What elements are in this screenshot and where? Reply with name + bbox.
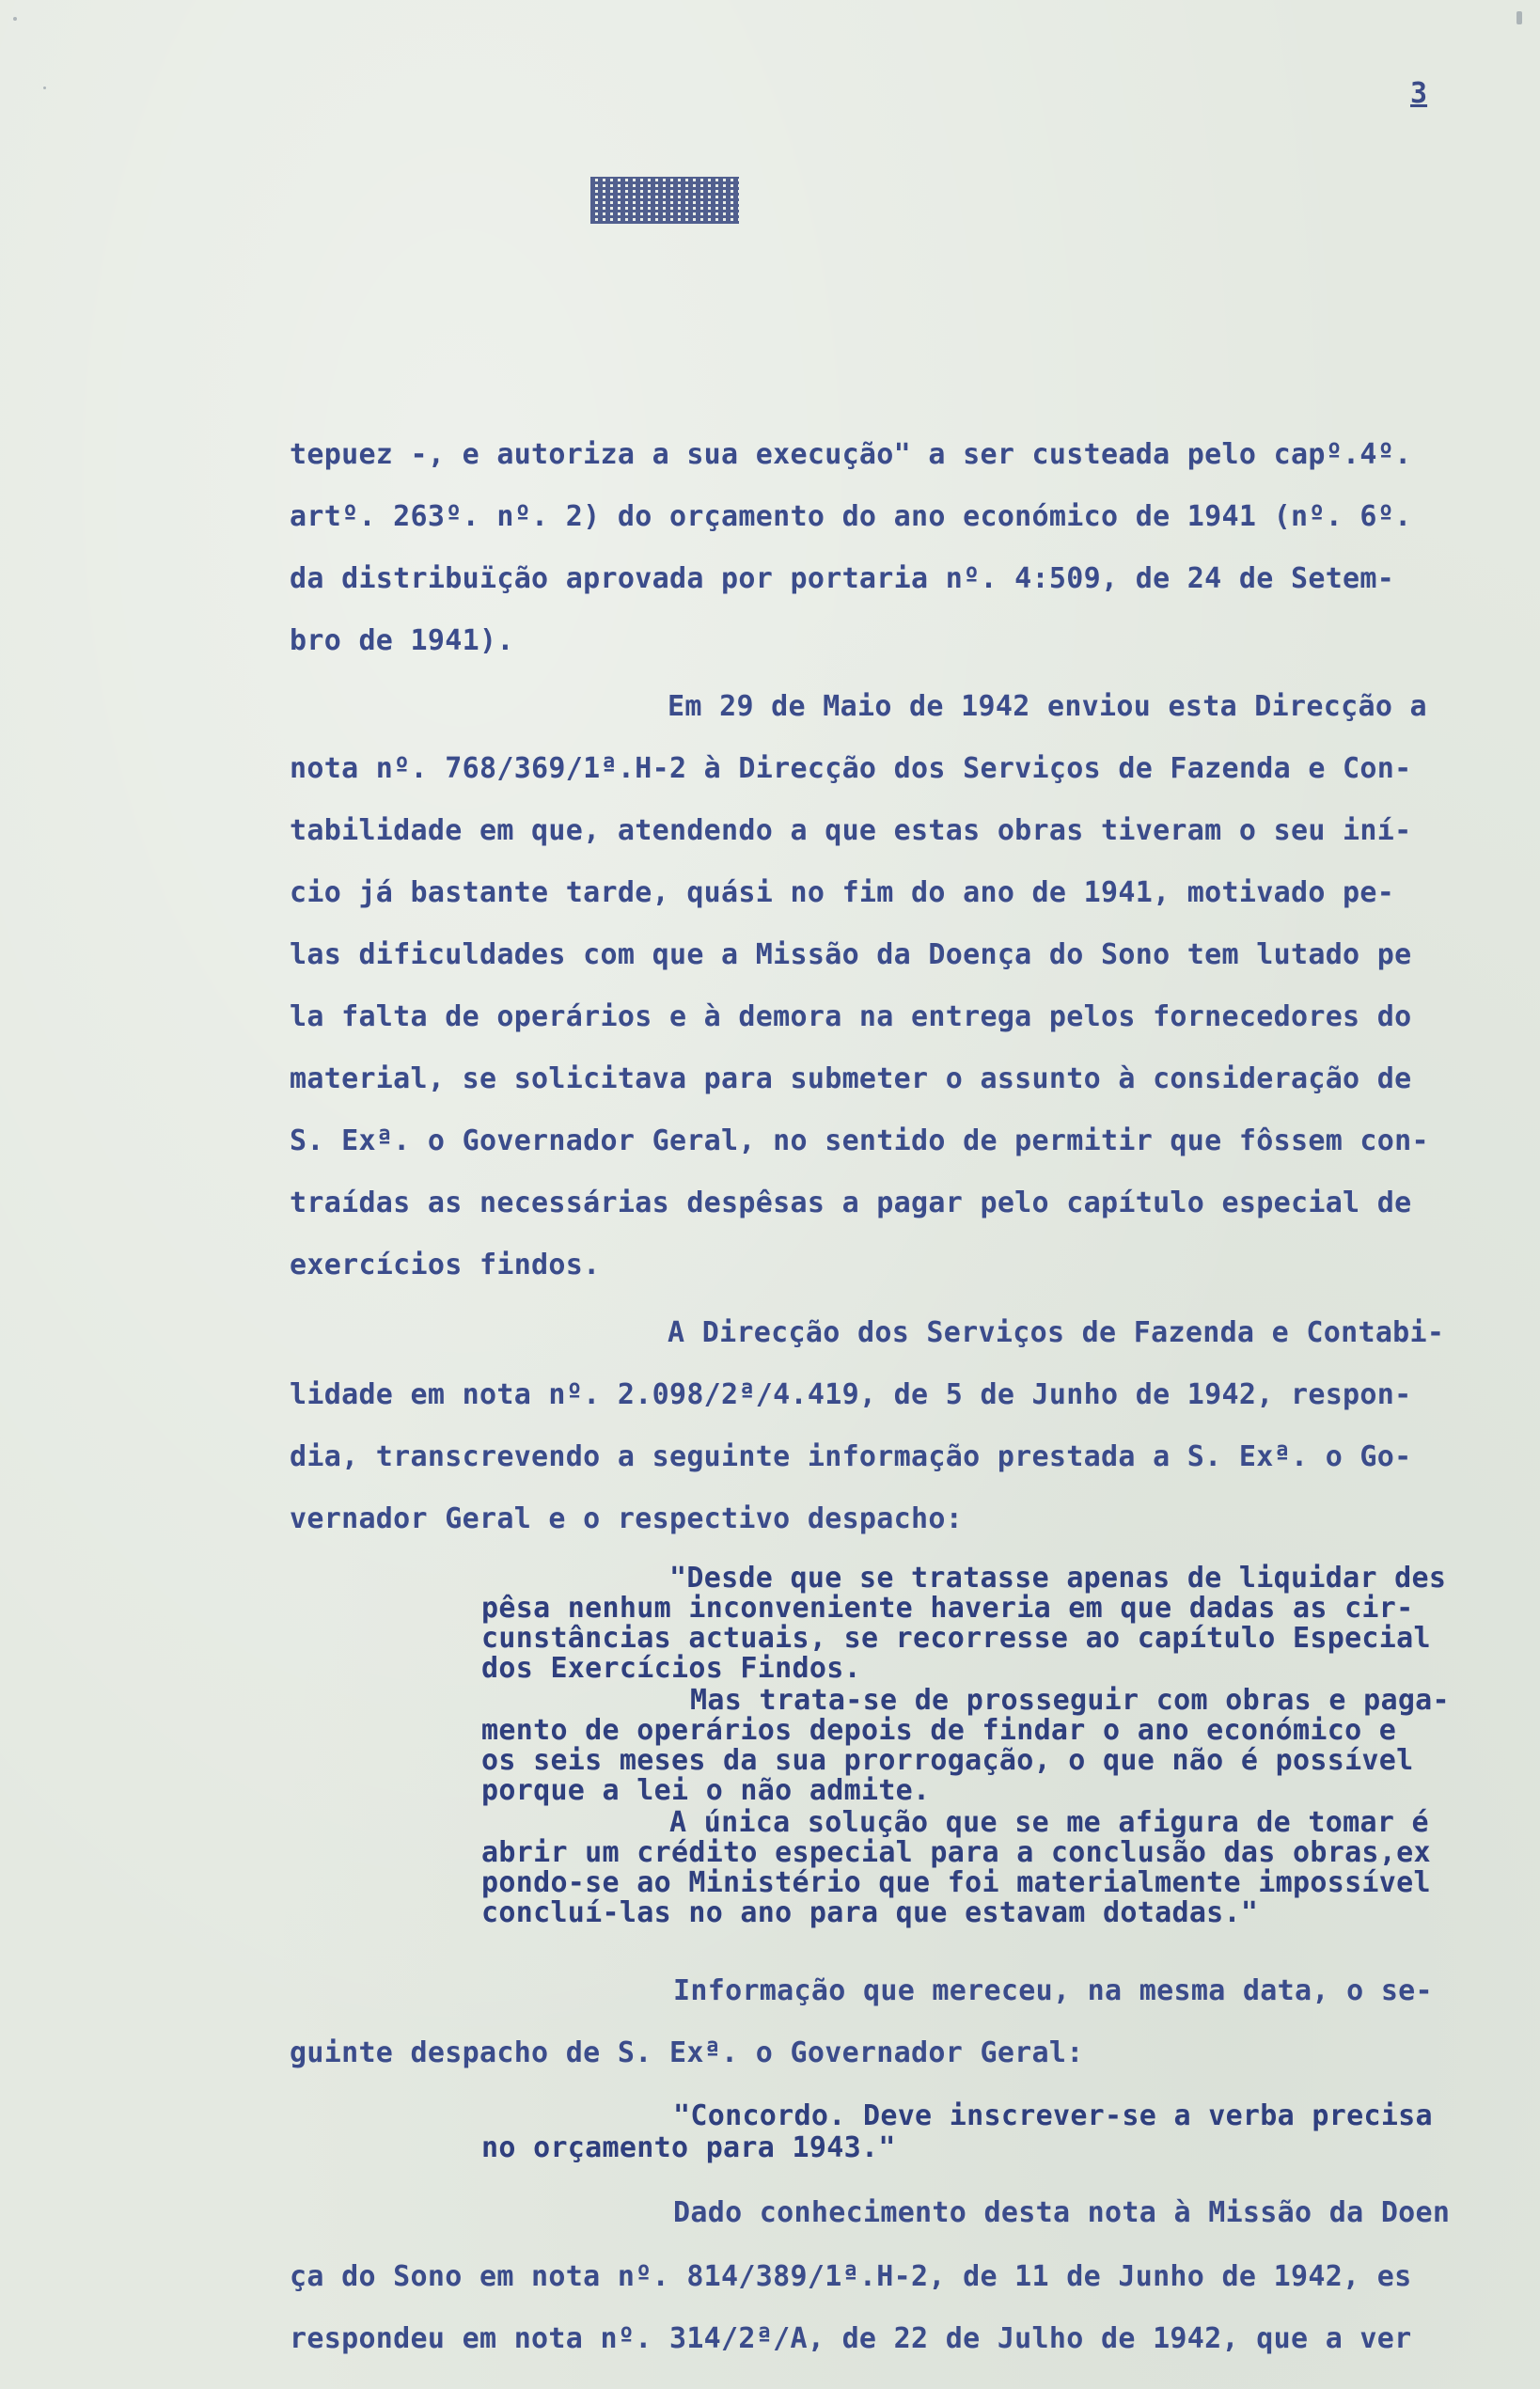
quote-line: no orçamento para 1943." bbox=[481, 2131, 896, 2164]
text-line: artº. 263º. nº. 2) do orçamento do ano económico de 1941 (nº. 6º. bbox=[290, 500, 1412, 533]
text-line: vernador Geral e o respectivo despacho: bbox=[290, 1502, 964, 1535]
quote-line: concluí-las no ano para que estavam dotadas." bbox=[481, 1896, 1259, 1929]
text-line: Dado conhecimento desta nota à Missão da Doen bbox=[673, 2196, 1451, 2229]
text-line: exercícios findos. bbox=[290, 1249, 601, 1281]
text-line: tabilidade em que, atendendo a que estas obras tiveram o seu iní- bbox=[290, 814, 1412, 847]
quote-line: cunstâncias actuais, se recorresse ao capítulo Especial bbox=[481, 1622, 1431, 1655]
text-line: S. Exª. o Governador Geral, no sentido de permitir que fôssem con- bbox=[290, 1124, 1429, 1157]
typed-over-mark bbox=[590, 177, 739, 224]
quote-line: dos Exercícios Findos. bbox=[481, 1652, 861, 1685]
text-line: dia, transcrevendo a seguinte informação prestada a S. Exª. o Go- bbox=[290, 1440, 1412, 1473]
text-line: tepuez -, e autoriza a sua execução" a ser custeada pelo capº.4º. bbox=[290, 438, 1412, 471]
quote-line: "Concordo. Deve inscrever-se a verba precisa bbox=[673, 2099, 1433, 2132]
quote-line: abrir um crédito especial para a conclusão das obras,ex bbox=[481, 1836, 1431, 1869]
text-line: Em 29 de Maio de 1942 enviou esta Direcção a bbox=[668, 690, 1427, 723]
paper-speck bbox=[1516, 11, 1522, 24]
paper-speck bbox=[13, 17, 17, 21]
text-line: material, se solicitava para submeter o assunto à consideração de bbox=[290, 1062, 1412, 1095]
text-line: ça do Sono em nota nº. 814/389/1ª.H-2, de 11 de Junho de 1942, es bbox=[290, 2260, 1412, 2293]
quote-line: porque a lei o não admite. bbox=[481, 1774, 931, 1807]
text-line: la falta de operários e à demora na entrega pelos fornecedores do bbox=[290, 1000, 1412, 1033]
text-line: las dificuldades com que a Missão da Doença do Sono tem lutado pe bbox=[290, 938, 1412, 971]
quote-line: os seis meses da sua prorrogação, o que não é possível bbox=[481, 1744, 1414, 1777]
quote-line: mento de operários depois de findar o ano económico e bbox=[481, 1714, 1397, 1747]
quote-line: Mas trata-se de prosseguir com obras e paga- bbox=[690, 1684, 1450, 1717]
paper-speck bbox=[43, 86, 46, 89]
text-line: nota nº. 768/369/1ª.H-2 à Direcção dos Serviços de Fazenda e Con- bbox=[290, 752, 1412, 785]
quote-line: "Desde que se tratasse apenas de liquidar des bbox=[669, 1562, 1447, 1595]
text-line: Informação que mereceu, na mesma data, o se- bbox=[673, 1974, 1433, 2007]
text-line: guinte despacho de S. Exª. o Governador Geral: bbox=[290, 2036, 1084, 2069]
text-line: da distribuïção aprovada por portaria nº. 4:509, de 24 de Setem- bbox=[290, 562, 1395, 595]
quote-line: pêsa nenhum inconveniente haveria em que dadas as cir- bbox=[481, 1592, 1414, 1625]
quote-line: pondo-se ao Ministério que foi materialmente impossível bbox=[481, 1866, 1431, 1899]
text-line: A Direcção dos Serviços de Fazenda e Contabi- bbox=[668, 1316, 1445, 1349]
text-line: respondeu em nota nº. 314/2ª/A, de 22 de Julho de 1942, que a ver bbox=[290, 2322, 1412, 2355]
page-number: 3 bbox=[1410, 77, 1428, 110]
text-line: lidade em nota nº. 2.098/2ª/4.419, de 5 de Junho de 1942, respon- bbox=[290, 1378, 1412, 1411]
quote-line: A única solução que se me afigura de tomar é bbox=[669, 1806, 1429, 1839]
text-line: bro de 1941). bbox=[290, 624, 514, 657]
text-line: cio já bastante tarde, quási no fim do ano de 1941, motivado pe- bbox=[290, 876, 1395, 909]
text-line: traídas as necessárias despêsas a pagar pelo capítulo especial de bbox=[290, 1187, 1412, 1219]
